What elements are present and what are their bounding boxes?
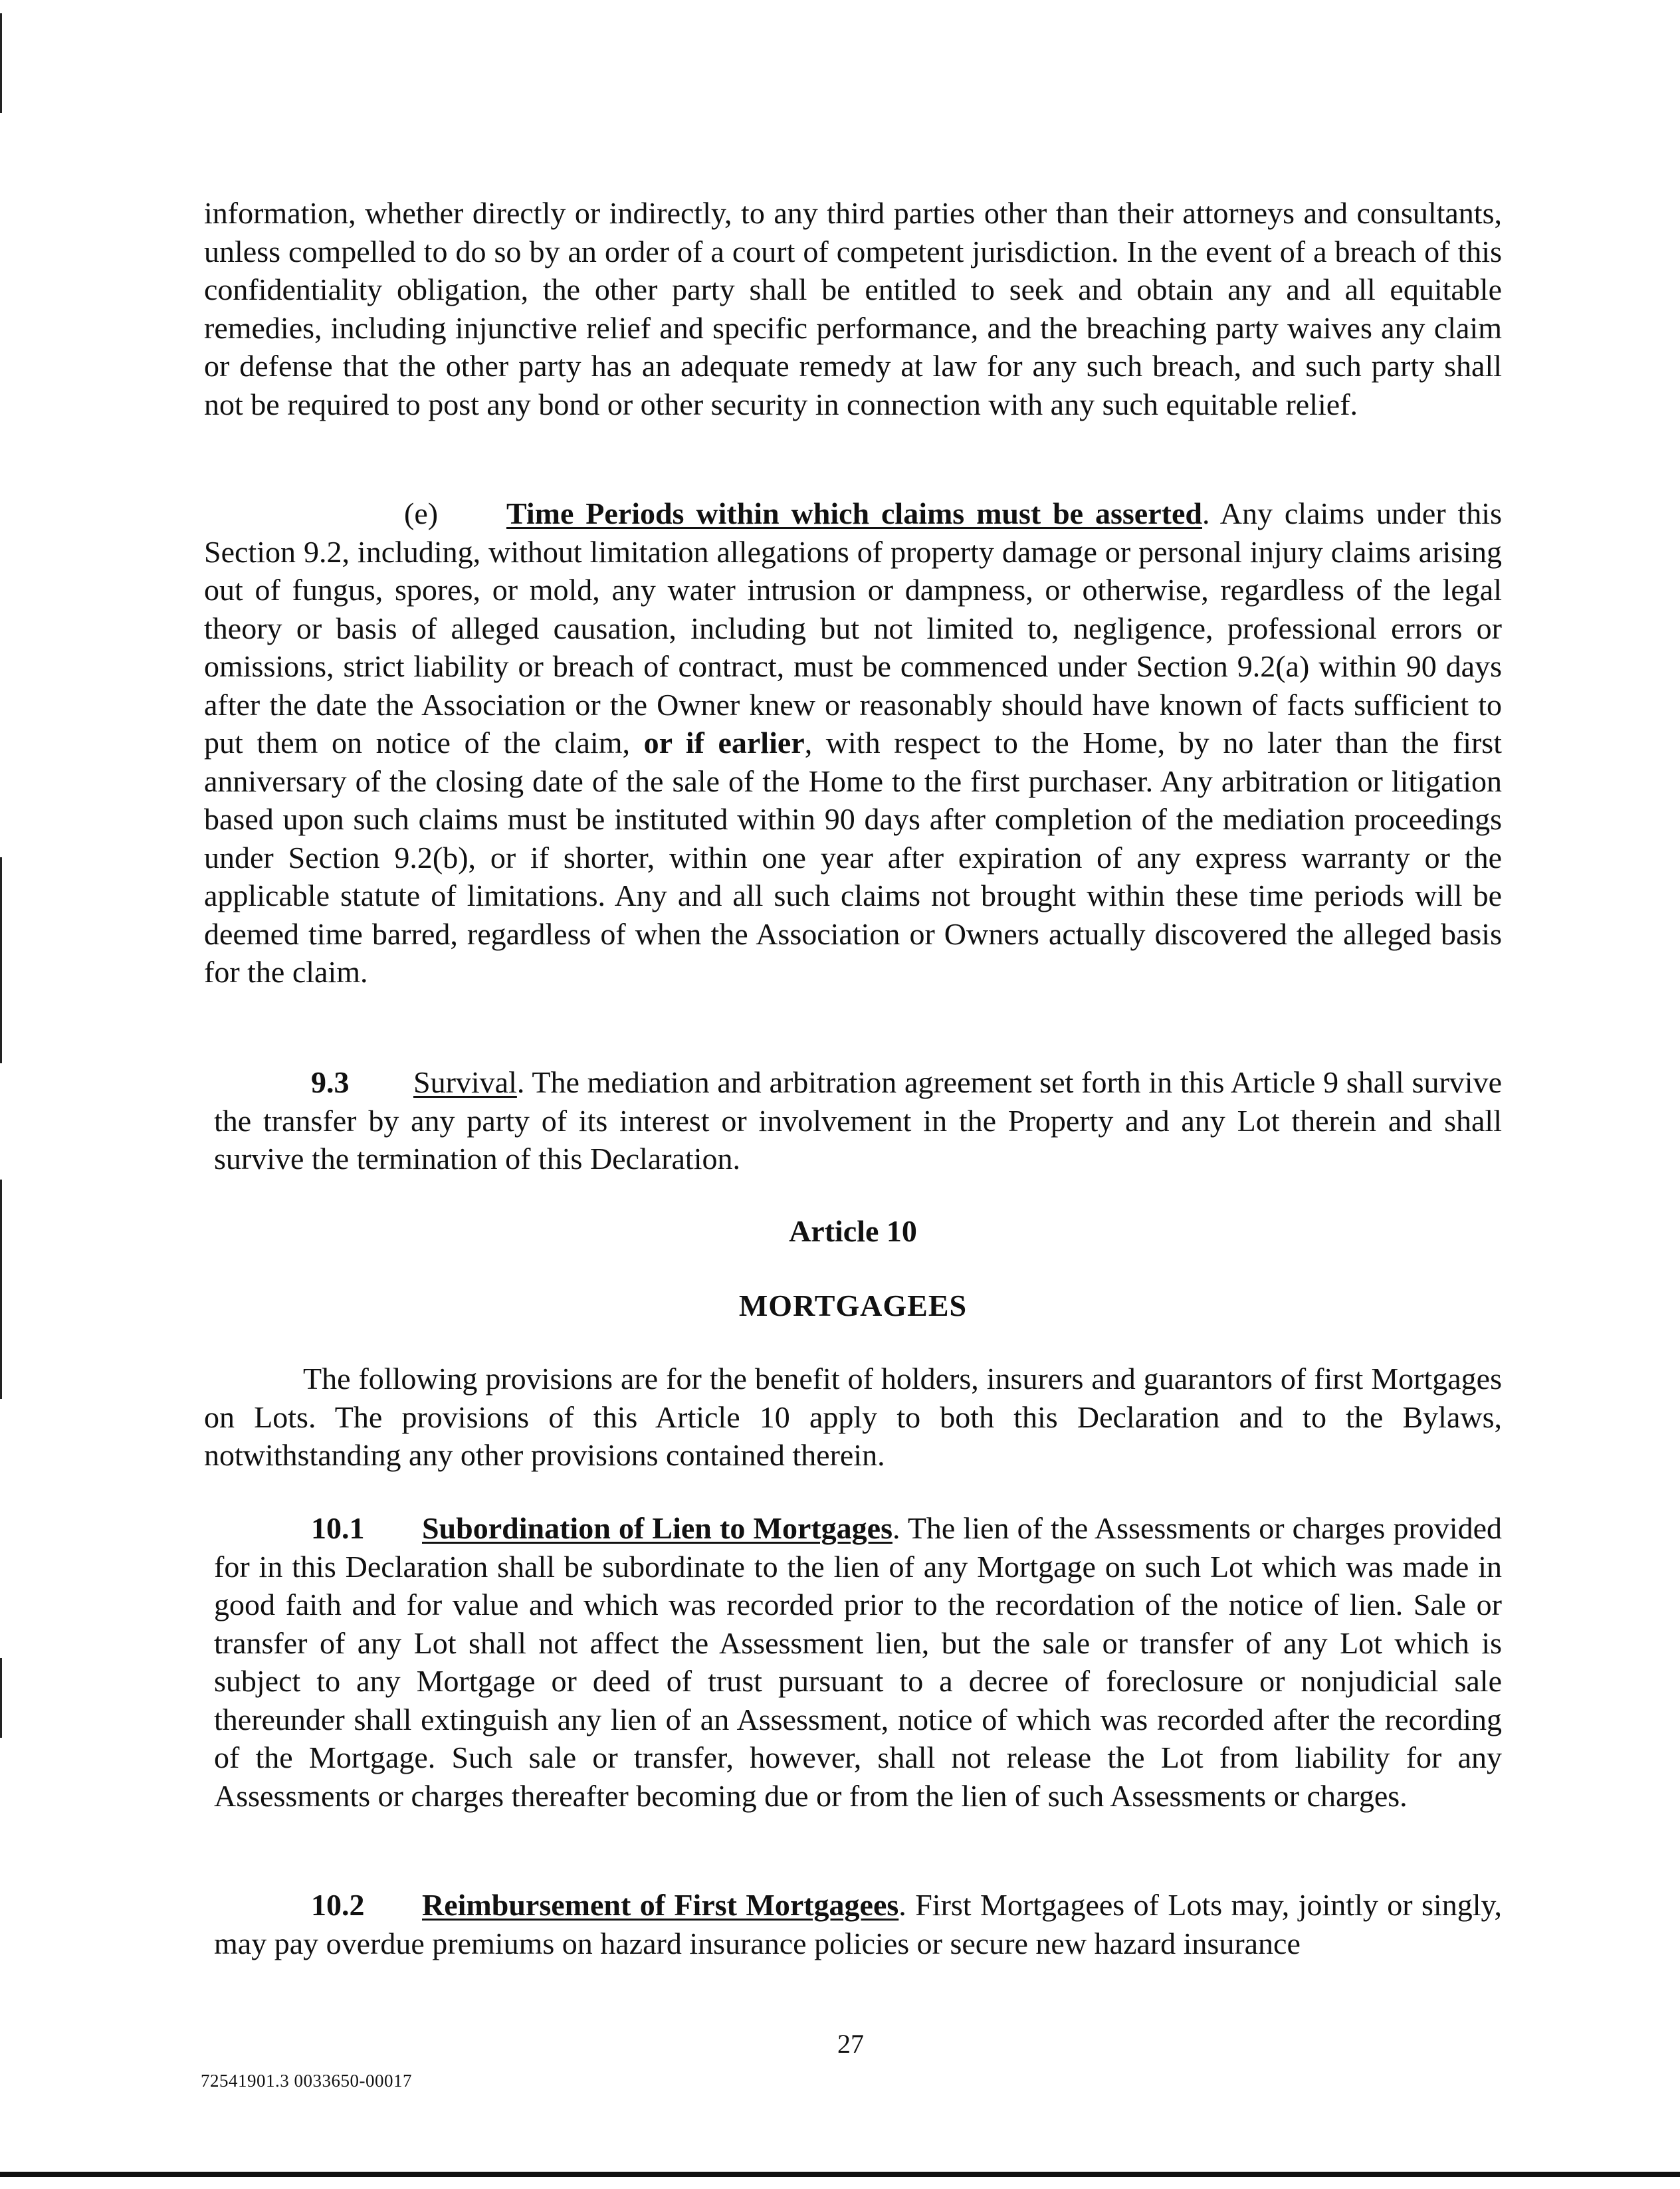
section-10-2-text: . First Mortgagees of Lots may, jointly or singly, may pay overdue premiums on hazard insurance policies or secure new hazard insurance — [214, 1888, 1502, 1960]
section-10-2-paragraph — [214, 1886, 1502, 1962]
section-e-bold-text: or if earlier — [643, 726, 805, 760]
section-e-text-continued: , with respect to the Home, by no later than the first anniversary of the closing date of the sale of the Home to the first purchaser. Any arbitration or litigation based upon such claims must be instituted within 90 days after completion of the mediation proceedings under Section 9.2(b), or if shorter, within one year after expiration of any express warranty or the applicable statute of limitations. Any and all such claims not brought within these time periods will be deemed time barred, regardless of when the Association or Owners actually discovered the alleged basis for the claim. — [204, 726, 1502, 989]
section-9-3-number: 9.3 — [311, 1065, 350, 1099]
scan-edge-mark — [0, 1180, 2, 1399]
article-intro-paragraph — [204, 1360, 1502, 1475]
document-id: 72541901.3 0033650-00017 — [201, 2071, 412, 2091]
section-9-3-title: Survival — [413, 1065, 517, 1099]
section-e-title: Time Periods within which claims must be asserted — [506, 496, 1202, 530]
section-10-2-title: Reimbursement of First Mortgagees — [422, 1888, 899, 1922]
bottom-scan-border — [0, 2172, 1680, 2177]
section-10-1-paragraph — [214, 1509, 1502, 1815]
section-10-1-number: 10.1 — [311, 1511, 365, 1545]
article-title: MORTGAGEES — [738, 1289, 968, 1322]
section-e-label: (e) — [404, 496, 439, 530]
scan-edge-mark — [0, 857, 2, 1063]
scan-edge-mark — [0, 1658, 2, 1738]
section-9-3-paragraph — [214, 1063, 1502, 1178]
section-10-1-text: . The lien of the Assessments or charges provided for in this Declaration shall be subordinate to the lien of any Mortgage on such Lot which was made in good faith and for value and which was recorded prior to the recordation of the notice of lien. Sale or transfer of any Lot shall not affect the Assessment lien, but the sale or transfer of any Lot which is subject to any Mortgage or deed of trust pursuant to a decree of foreclosure or nonjudicial sale thereunder shall extinguish any lien of an Assessment, notice of which was recorded after the recording of the Mortgage. Such sale or transfer, however, shall not release the Lot from liability for any Assessments or charges thereafter becoming due or from the lien of such Assessments or charges. — [214, 1511, 1502, 1813]
section-e-paragraph — [204, 494, 1502, 991]
section-9-3-text: . The mediation and arbitration agreement set forth in this Article 9 shall survive the transfer by any party of its interest or involvement in the Property and any Lot therein and shall survive the termination of this Declaration. — [214, 1065, 1502, 1176]
section-e-text: . Any claims under this Section 9.2, including, without limitation allegations of property damage or personal injury claims arising out of fungus, spores, or mold, any water intrusion or dampness, or otherwise, regardless of the legal theory or basis of alleged causation, including but not limited to, negligence, professional errors or omissions, strict liability or breach of contract, must be commenced under Section 9.2(a) within 90 days after the date the Association or the Owner knew or reasonably should have known of facts sufficient to put them on notice of the claim, — [204, 496, 1502, 760]
section-10-2-number: 10.2 — [311, 1888, 365, 1922]
paragraph-text: information, whether directly or indirectly, to any third parties other than their attorneys and consultants, unless compelled to do so by an order of a court of competent jurisdiction. In the event of a breach of this confidentiality obligation, the other party shall be entitled to seek and obtain any and all equitable remedies, including injunctive relief and specific performance, and the breaching party waives any claim or defense that the other party has an adequate remedy at law for any such breach, and such party shall not be required to post any bond or other security in connection with any such equitable relief. — [204, 196, 1502, 421]
section-10-1-title: Subordination of Lien to Mortgages — [422, 1511, 892, 1545]
article-intro-text: The following provisions are for the benefit of holders, insurers and guarantors of first Mortgages on Lots. The provisions of this Article 10 apply to both this Declaration and to the Bylaws, notwithstanding any other provisions contained therein. — [204, 1362, 1502, 1472]
page-number: 27 — [837, 2029, 864, 2059]
scan-edge-mark — [0, 13, 2, 113]
confidentiality-paragraph — [204, 194, 1502, 423]
article-heading: Article 10 — [789, 1214, 917, 1248]
